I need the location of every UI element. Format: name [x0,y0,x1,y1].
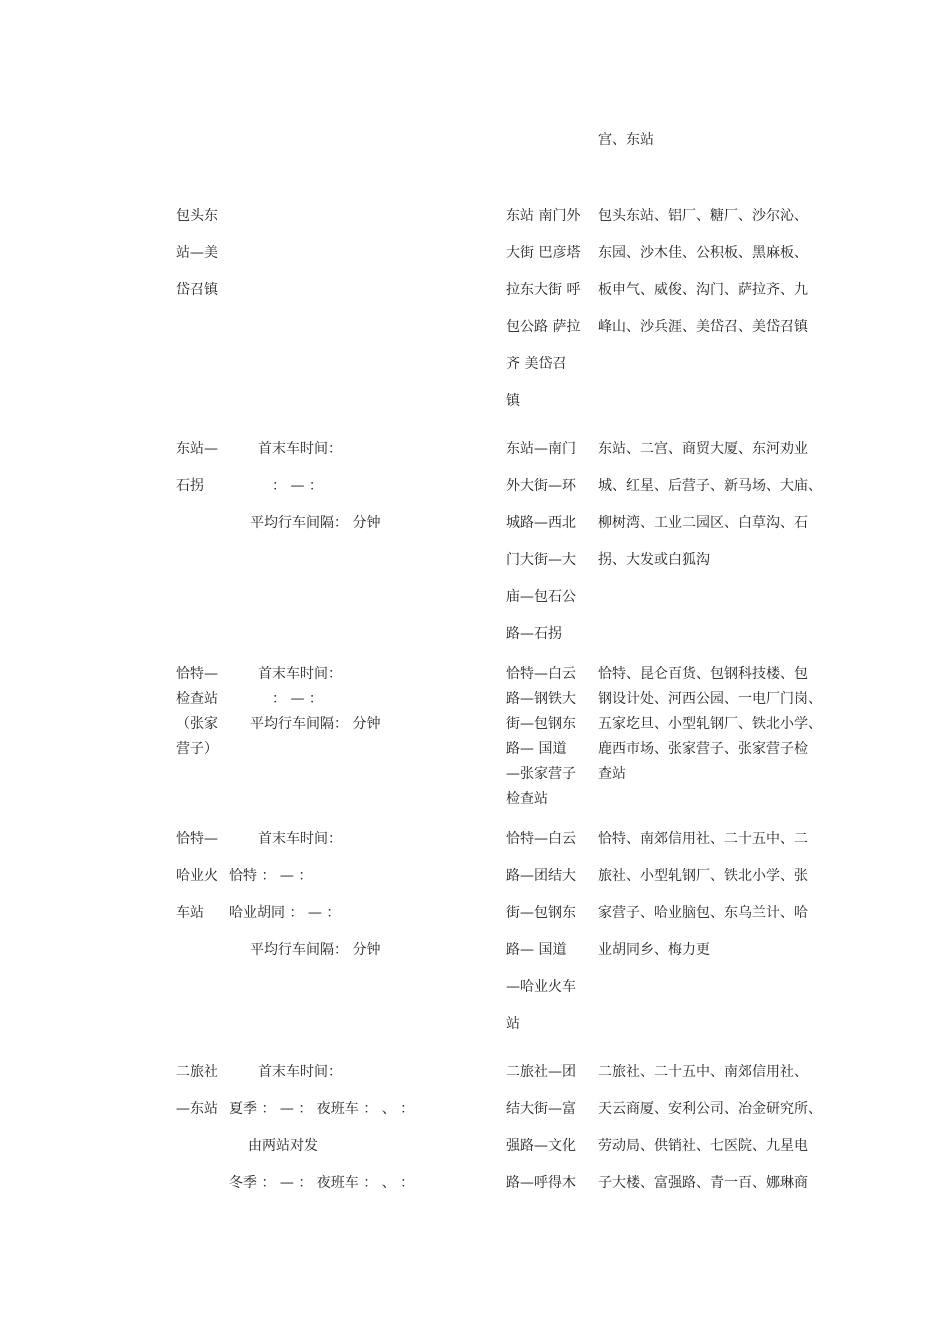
route-path-line: 恰特—白云 [506,831,576,847]
stops-line: 峰山、沙兵涯、美岱召、美岱召镇 [598,319,808,335]
route-path-line: 城路—西北 [506,515,576,531]
route-name-line: 二旅社 [176,1064,218,1080]
route-path-line: 齐 美岱召 [506,356,567,372]
stops-line: 查站 [598,766,626,782]
stops-line: 东站、二宫、商贸大厦、东河劝业 [598,441,808,457]
route-name-line: 站—美 [176,245,218,261]
interval-line: 平均行车间隔： 分钟 [250,942,381,958]
stops-line: 子大楼、富强路、青一百、娜琳商 [598,1175,808,1191]
route-path-line: 路—呼得木 [506,1175,576,1191]
stops-line: 家营子、哈业脑包、东乌兰计、哈 [598,905,808,921]
route-name-line: 营子） [176,741,218,757]
route-path-line: 包公路 萨拉 [506,319,581,335]
route-path-line: 东站 南门外 [506,208,581,224]
schedule-line: 冬季 ： — ： 夜班车 ： 、 ： [229,1175,415,1191]
schedule-line: 哈业胡同 ： — ： [229,905,341,921]
schedule-line: 恰特 ： — ： [229,868,313,884]
route-name-line: 恰特— [176,666,218,682]
route-path-line: 东站—南门 [506,441,576,457]
route-path-line: 门大街—大 [506,552,576,568]
schedule-line: ： — ： [272,691,323,707]
route-path-line: 恰特—白云 [506,666,576,682]
route-name-line: 哈业火 [176,868,218,884]
stops-line: 天云商厦、安利公司、冶金研究所、 [598,1101,822,1117]
stops-line: 五家圪旦、小型轧钢厂、铁北小学、 [598,716,822,732]
interval-line: 平均行车间隔： 分钟 [250,716,381,732]
stops-line: 业胡同乡、梅力更 [598,942,710,958]
route-name-line: 车站 [176,905,204,921]
stops-line: 城、红星、后营子、新马场、大庙、 [598,478,822,494]
stops-line: 柳树湾、工业二园区、白草沟、石 [598,515,808,531]
route-path-line: 街—包钢东 [506,716,576,732]
schedule-line: 首末车时间： [258,441,342,457]
schedule-line: 首末车时间： [258,1064,342,1080]
route-path-line: 庙—包石公 [506,589,576,605]
route-name-line: —东站 [176,1101,218,1117]
stops-line: 拐、大发或白狐沟 [598,552,710,568]
route-name-line: 石拐 [176,478,204,494]
route-path-line: —哈业火车 [506,979,576,995]
stops-line: 板申气、威俊、沟门、萨拉齐、九 [598,282,808,298]
route-path-line: 路—石拐 [506,626,562,642]
route-path-line: —张家营子 [506,766,576,782]
schedule-line: 夏季 ： — ： 夜班车 ： 、 ： [229,1101,415,1117]
stops-continuation: 宫、东站 [598,132,654,148]
stops-line: 包头东站、铝厂、糖厂、沙尔沁、 [598,208,808,224]
route-path-line: 路— 国道 [506,741,567,757]
stops-line: 鹿西市场、张家营子、张家营子检 [598,741,808,757]
stops-line: 钢设计处、河西公园、一电厂门岗、 [598,691,822,707]
interval-line: 平均行车间隔： 分钟 [250,515,381,531]
route-path-line: 路— 国道 [506,942,567,958]
route-name-line: 恰特— [176,831,218,847]
route-name-line: 东站— [176,441,218,457]
route-path-line: 外大街—环 [506,478,576,494]
stops-line: 东园、沙木佳、公积板、黑麻板、 [598,245,808,261]
route-path-line: 镇 [506,393,520,409]
schedule-line: ： — ： [272,478,323,494]
route-name-line: （张家 [176,716,218,732]
schedule-line: 首末车时间： [258,666,342,682]
stops-line: 恰特、昆仑百货、包钢科技楼、包 [598,666,808,682]
route-path-line: 强路—文化 [506,1138,576,1154]
route-path-line: 结大街—富 [506,1101,576,1117]
route-path-line: 路—钢铁大 [506,691,576,707]
route-path-line: 二旅社—团 [506,1064,576,1080]
route-path-line: 大街 巴彦塔 [506,245,581,261]
route-path-line: 检查站 [506,791,548,807]
stops-line: 二旅社、二十五中、南郊信用社、 [598,1064,808,1080]
route-path-line: 路—团结大 [506,868,576,884]
stops-line: 劳动局、供销社、七医院、九星电 [598,1138,808,1154]
route-name-line: 检查站 [176,691,218,707]
stops-line: 旅社、小型轧钢厂、铁北小学、张 [598,868,808,884]
route-name-line: 岱召镇 [176,282,218,298]
route-name-line: 包头东 [176,208,218,224]
route-path-line: 站 [506,1016,520,1032]
route-path-line: 街—包钢东 [506,905,576,921]
stops-line: 恰特、南郊信用社、二十五中、二 [598,831,808,847]
schedule-line: 首末车时间： [258,831,342,847]
route-path-line: 拉东大街 呼 [506,282,581,298]
schedule-note: 由两站对发 [248,1138,318,1154]
